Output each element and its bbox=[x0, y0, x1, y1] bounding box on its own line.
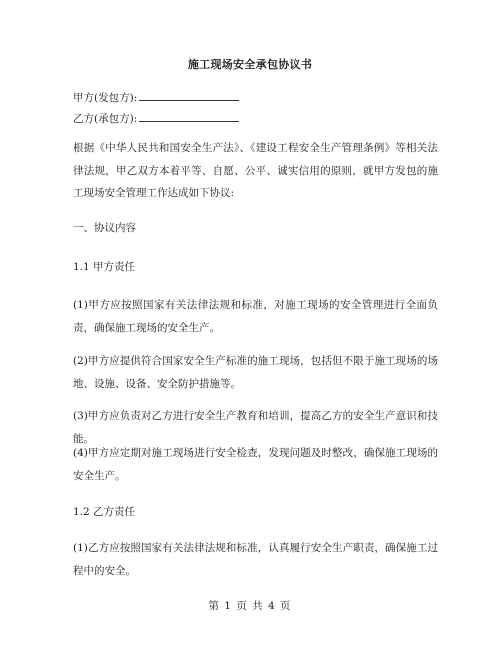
intro-paragraph: 根据《中华人民共和国安全生产法》、《建设工程安全生产管理条例》等相关法律法规，甲乙双方本着平等、自愿、公平、诚实信用的原则，就甲方发包的施工现场安全管理工作达成如下协议: bbox=[73, 142, 438, 199]
party-a-line bbox=[73, 89, 239, 105]
section-1-heading: 一、协议内容 bbox=[73, 222, 136, 234]
party-a-item-1: (1)甲方应按照国家有关法律法规和标准，对施工现场的安全管理进行全面负责，确保施工现场的安全生产。 bbox=[73, 299, 438, 334]
page-footer: 第 1 页 共 4 页 bbox=[208, 600, 292, 612]
party-a-item-4: (4)甲方应定期对施工现场进行安全检查，发现问题及时整改，确保施工现场的安全生产。 bbox=[73, 447, 438, 482]
party-b-item-1: (1)乙方应按照国家有关法律法规和标准，认真履行安全生产职责，确保施工过程中的安全。 bbox=[73, 542, 438, 577]
party-a-item-2: (2)甲方应提供符合国家安全生产标准的施工现场，包括但不限于施工现场的场地、设施、设备、安全防护措施等。 bbox=[73, 355, 438, 390]
party-a-label: 甲方(发包方): bbox=[73, 92, 138, 104]
party-a-blank bbox=[139, 89, 239, 101]
party-b-line bbox=[73, 110, 239, 126]
party-a-item-3: (3)甲方应负责对乙方进行安全生产教育和培训，提高乙方的安全生产意识和技能。 bbox=[73, 410, 438, 445]
party-b-label: 乙方(承包方): bbox=[73, 113, 138, 125]
subsection-1-1-heading: 1.1 甲方责任 bbox=[73, 261, 136, 273]
subsection-1-2-heading: 1.2 乙方责任 bbox=[73, 506, 136, 518]
party-b-blank bbox=[139, 110, 239, 122]
document-title: 施工现场安全承包协议书 bbox=[187, 58, 313, 71]
